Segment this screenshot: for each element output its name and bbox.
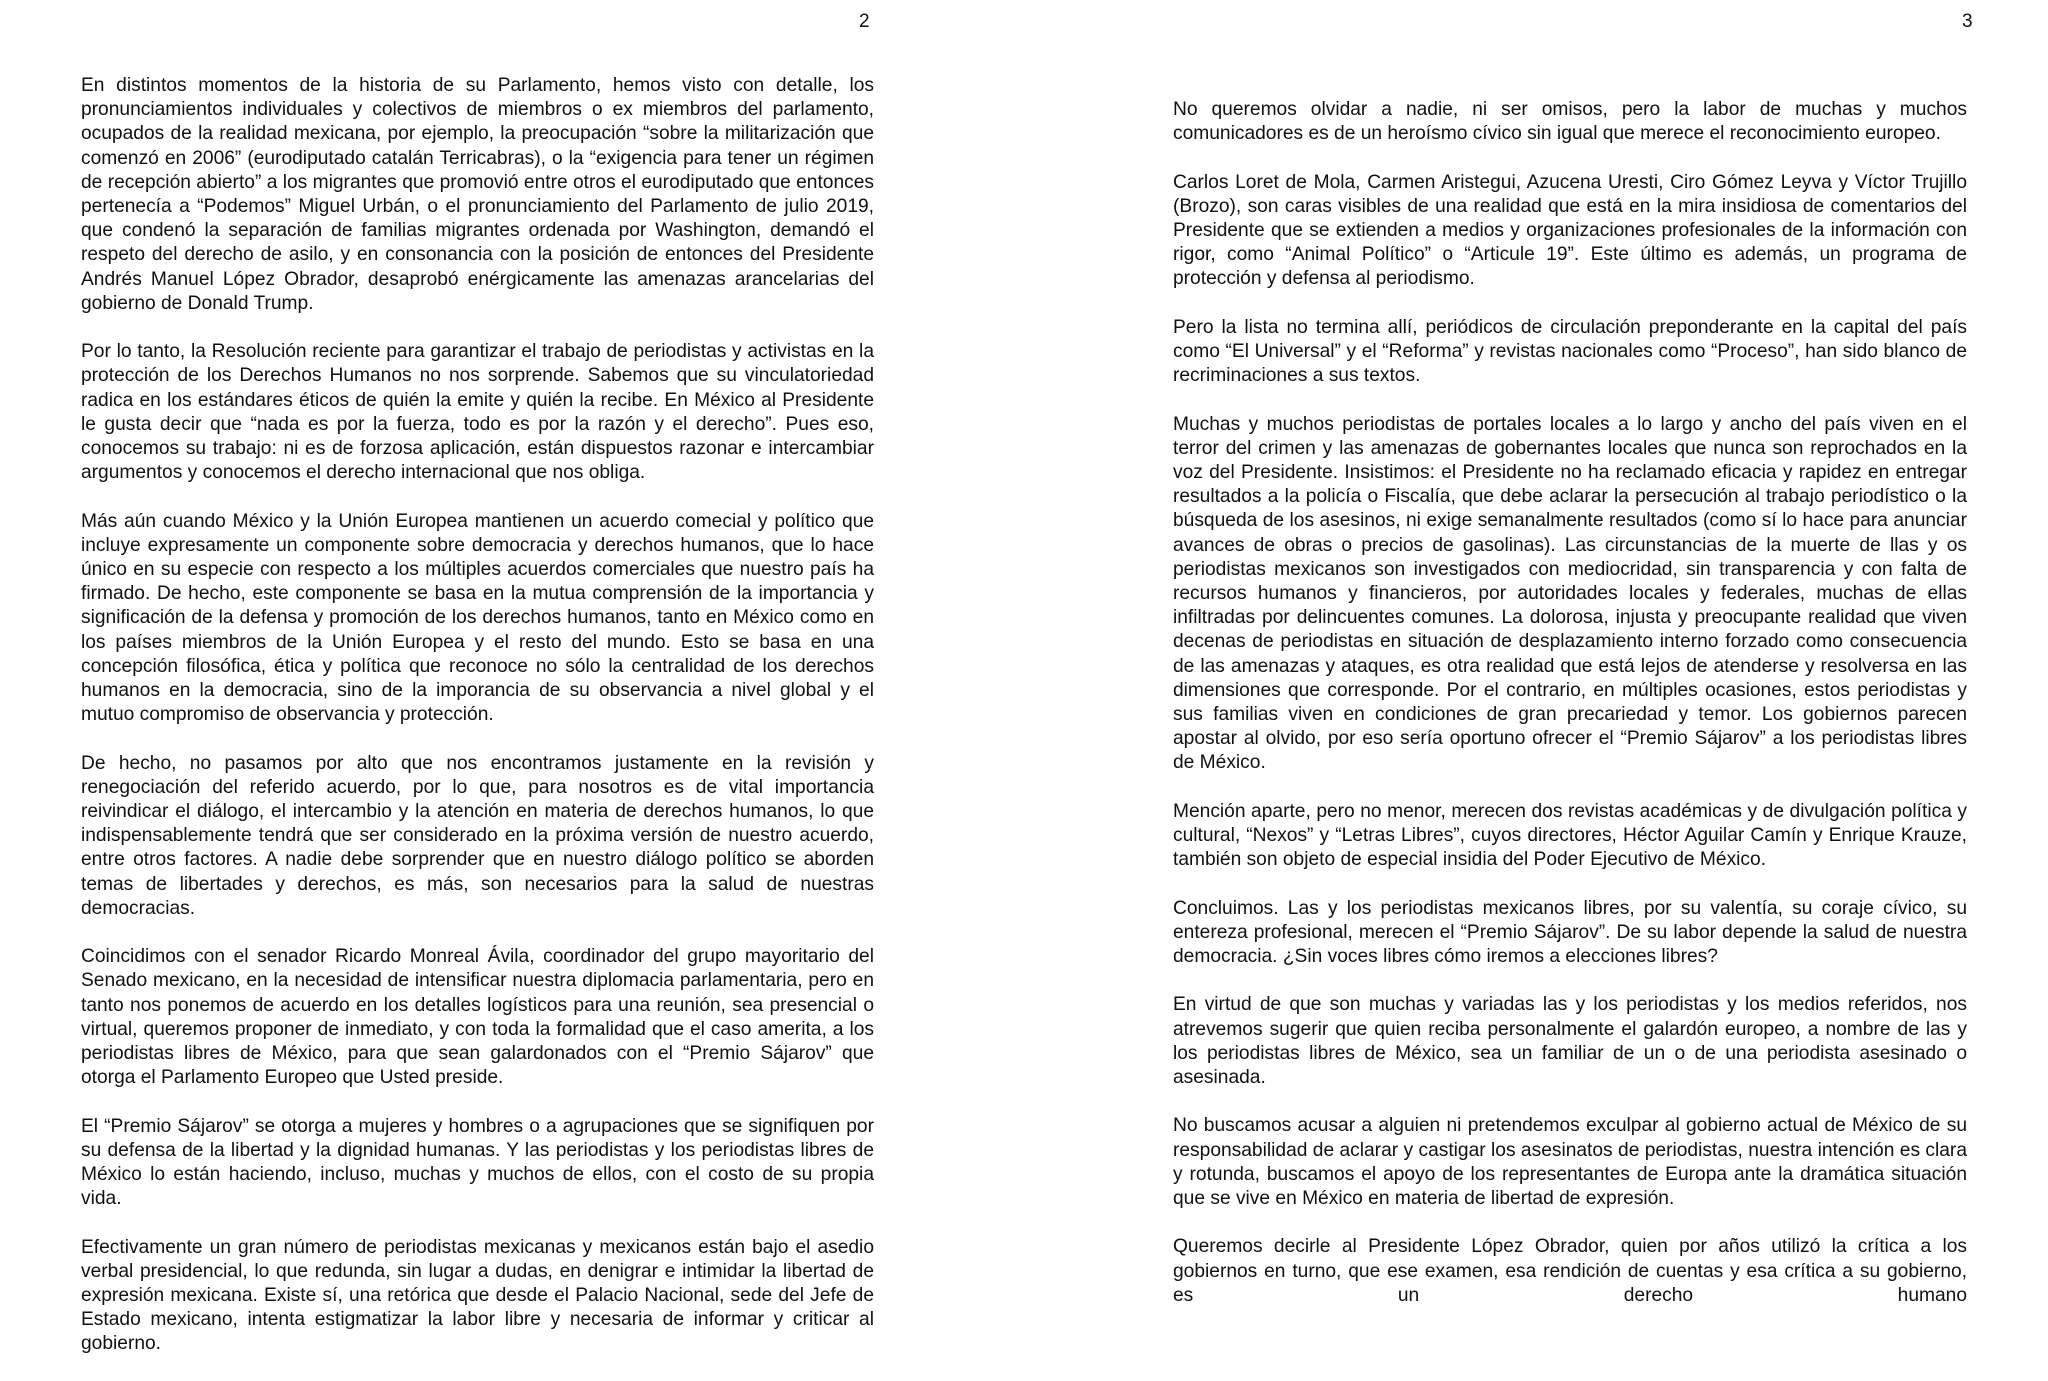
page-number: 3 — [1962, 11, 1973, 32]
paragraph: Más aún cuando México y la Unión Europea mantienen un acuerdo comecial y político que incluye expresamente un componente sobre democracia y derechos humanos, que lo hace único en su especie con respecto a los múltiples acuerdos comerciales que nuestro país ha firmado. De hecho, este componente se basa en la mutua comprensión de la importancia y significación de la defensa y promoción de los derechos humanos, tanto en México como en los países miembros de la Unión Europea y el resto del mundo. Esto se basa en una concepción filosófica, ética y política que reconoce no sólo la centralidad de los derechos humanos en la democracia, sino de la imporancia de su observancia a nivel global y el mutuo compromiso de observancia y protección. — [81, 510, 874, 726]
paragraph: Pero la lista no termina allí, periódicos de circulación preponderante en la capital del país como “El Universal” y el “Reforma” y revistas nacionales como “Proceso”, han sido blanco de recriminaciones a sus textos. — [1173, 316, 1967, 387]
document-page-2 — [0, 0, 1024, 1355]
paragraph: Queremos decirle al Presidente López Obrador, quien por años utilizó la crítica a los gobiernos en turno, que ese examen, esa rendición de cuentas y esa crítica a su gobierno, es un derecho humano — [1173, 1236, 1967, 1306]
paragraph: Por lo tanto, la Resolución reciente para garantizar el trabajo de periodistas y activistas en la protección de los Derechos Humanos no nos sorprende. Sabemos que su vinculatoriedad radica en los estándares éticos de quién la emite y quién la recibe. En México al Presidente le gusta decir que “nada es por la fuerza, todo es por la razón y el derecho”. Pues eso, conocemos su trabajo: ni es de forzosa aplicación, están dispuestos razonar e intercambiar argumentos y conocemos el derecho internacional que nos obliga. — [81, 341, 874, 484]
paragraph: No queremos olvidar a nadie, ni ser omisos, pero la labor de muchas y muchos comunicadores es de un heroísmo cívico sin igual que merece el reconocimiento europeo. — [1173, 99, 1967, 145]
paragraph: De hecho, no pasamos por alto que nos encontramos justamente en la revisión y renegociación del referido acuerdo, por lo que, para nosotros es de vital importancia reivindicar el diálogo, el intercambio y la atención en materia de derechos humanos, lo que indispensablemente tendrá que ser considerado en la próxima versión de nuestro acuerdo, entre otros factores. A nadie debe sorprender que en nuestro diálogo político se aborden temas de libertades y derechos, es más, son necesarios para la salud de nuestras democracias. — [81, 752, 874, 919]
paragraph: Muchas y muchos periodistas de portales locales a lo largo y ancho del país viven en el terror del crimen y las amenazas de gobernantes locales que nunca son reprochados en la voz del Presidente. Insistimos: el Presidente no ha reclamado eficacia y rapidez en entregar resultados a la policía o Fiscalía, que debe aclarar la persecución al trabajo periodístico o la búsqueda de los asesinos, ni exige semanalmente resultados (como sí lo hace para anunciar avances de obras o precios de gasolinas). Las circunstancias de la muerte de llas y os periodistas mexicanos son investigados con mediocridad, sin transparencia y con falta de recursos humanos y financieros, por autoridades locales y federales, muchas de ellas infiltradas por delincuentes comunes. La dolorosa, injusta y preocupante realidad que viven decenas de periodistas en situación de desplazamiento interno forzado como consecuencia de las amenazas y ataques, es otra realidad que está lejos de atenderse y resolversa en las dimensiones que corresponde. Por el contrario, en múltiples ocasiones, estos periodistas y sus familias viven en condiciones de gran precariedad y temor. Los gobiernos parecen apostar al olvido, por eso sería oportuno ofrecer el “Premio Sájarov” a los periodistas libres de México. — [1173, 413, 1967, 774]
document-page-3 — [1024, 0, 2048, 1307]
paragraph: En distintos momentos de la historia de su Parlamento, hemos visto con detalle, los pronunciamientos individuales y colectivos de miembros o ex miembros del parlamento, ocupados de la realidad mexicana, por ejemplo, la preocupación “sobre la militarización que comenzó en 2006” (eurodiputado catalán Terricabras), o la “exigencia para tener un régimen de recepción abierto” a los migrantes que promovió entre otros el eurodiputado que entonces pertenecía a “Podemos” Miguel Urbán, o el pronunciamiento del Parlamento de julio 2019, que condenó la separación de familias migrantes ordenada por Washington, demandó el respeto del derecho de asilo, y en consonancia con la posición de entonces del Presidente Andrés Manuel López Obrador, desaprobó enérgicamente las amenazas arancelarias del gobierno de Donald Trump. — [81, 75, 874, 314]
paragraph: El “Premio Sájarov” se otorga a mujeres y hombres o a agrupaciones que se signifiquen por su defensa de la libertad y la dignidad humanas. Y las periodistas y los periodistas libres de México lo están haciendo, incluso, muchas y muchos de ellos, con el costo de su propia vida. — [81, 1115, 874, 1210]
page-body — [1173, 98, 1967, 1332]
page-number: 2 — [859, 11, 870, 32]
paragraph: Coincidimos con el senador Ricardo Monreal Ávila, coordinador del grupo mayoritario del Senado mexicano, en la necesidad de intensificar nuestra diplomacia parlamentaria, pero en tanto nos ponemos de acuerdo en los detalles logísticos para una reunión, sea presencial o virtual, queremos proponer de inmediato, y con toda la formalidad que el caso amerita, a los periodistas libres de México, para que sean galardonados con el “Premio Sájarov” que otorga el Parlamento Europeo que Usted preside. — [81, 946, 874, 1089]
page-body — [81, 74, 874, 1381]
paragraph: Concluimos. Las y los periodistas mexicanos libres, por su valentía, su coraje cívico, su entereza profesional, merecen el “Premio Sájarov”. De su labor depende la salud de nuestra democracia. ¿Sin voces libres cómo iremos a elecciones libres? — [1173, 897, 1967, 968]
paragraph: Mención aparte, pero no menor, merecen dos revistas académicas y de divulgación política y cultural, “Nexos” y “Letras Libres”, cuyos directores, Héctor Aguilar Camín y Enrique Krauze, también son objeto de especial insidia del Poder Ejecutivo de México. — [1173, 800, 1967, 871]
paragraph: En virtud de que son muchas y variadas las y los periodistas y los medios referidos, nos atrevemos sugerir que quien reciba personalmente el galardón europeo, a nombre de las y los periodistas libres de México, sea un familiar de un o de una periodista asesinado o asesinada. — [1173, 994, 1967, 1089]
paragraph: Efectivamente un gran número de periodistas mexicanas y mexicanos están bajo el asedio verbal presidencial, lo que redunda, sin lugar a dudas, en denigrar e intimidar la libertad de expresión mexicana. Existe sí, una retórica que desde el Palacio Nacional, sede del Jefe de Estado mexicano, intenta estigmatizar la labor libre y necesaria de informar y criticar al gobierno. — [81, 1236, 874, 1355]
paragraph: Carlos Loret de Mola, Carmen Aristegui, Azucena Uresti, Ciro Gómez Leyva y Víctor Trujillo (Brozo), son caras visibles de una realidad que está en la mira insidiosa de comentarios del Presidente que se extienden a medios y organizaciones profesionales de la información con rigor, como “Animal Político” o “Articule 19”. Este último es además, un programa de protección y defensa al periodismo. — [1173, 171, 1967, 290]
paragraph: No buscamos acusar a alguien ni pretendemos exculpar al gobierno actual de México de su responsabilidad de aclarar y castigar los asesinatos de periodistas, nuestra intención es clara y rotunda, buscamos el apoyo de los representantes de Europa ante la dramática situación que se vive en México en materia de libertad de expresión. — [1173, 1115, 1967, 1210]
